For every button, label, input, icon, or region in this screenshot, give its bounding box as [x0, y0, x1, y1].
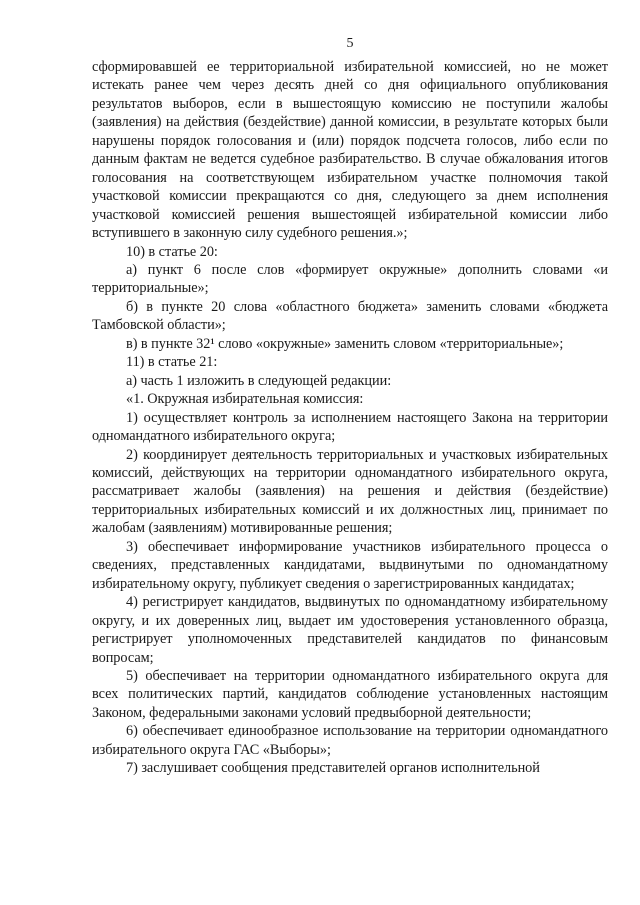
paragraph-item-10v: в) в пункте 32¹ слово «окружные» заменить словом «территориальные»;	[126, 335, 564, 352]
page-number: 5	[346, 36, 354, 51]
document-body	[92, 58, 608, 778]
paragraph-item-11: 11) в статье 21:	[126, 354, 218, 371]
paragraph-point-4: 4) регистрирует кандидатов, выдвинутых по одномандатному избирательному округу, и их доверенных лиц, выдает им удостоверения установленного образца, регистрирует уполномоченных представителей кандидатов по финансовым вопросам;	[92, 594, 608, 666]
paragraph-point-6: 6) обеспечивает единообразное использование на территории одномандатного избирательного округа ГАС «Выборы»;	[92, 723, 608, 758]
paragraph-point-1: 1) осуществляет контроль за исполнением настоящего Закона на территории одномандатного избирательного округа;	[92, 409, 608, 445]
paragraph-point-3: 3) обеспечивает информирование участников избирательного процесса о сведениях, представленных кандидатами, выдвинутыми по одномандатному избирательному округу, публикует сведения о зарегистрированных кандидатах;	[92, 538, 608, 592]
paragraph-point-5: 5) обеспечивает на территории одномандатного избирательного округа для всех политических партий, кандидатов соблюдение установленных настоящим Законом, федеральными законами условий предвыборной деятельности;	[92, 667, 608, 721]
paragraph-item-10a: а) пункт 6 после слов «формирует окружные» дополнить словами «и территориальные»;	[92, 261, 608, 297]
paragraph-point-2: 2) координирует деятельность территориальных и участковых избирательных комиссий, действующих на территории одномандатного избирательного округа, рассматривает жалобы (заявления) на решения и действия (бездействие) территориальных избирательных комиссий и их должностных лиц, принимает по жалобам (заявлениям) мотивированные решения;	[92, 446, 608, 537]
paragraph-item-11a: а) часть 1 изложить в следующей редакции:	[126, 372, 392, 389]
paragraph-item-10: 10) в статье 20:	[126, 243, 218, 260]
paragraph-item-10b: б) в пункте 20 слова «областного бюджета» заменить словами «бюджета Тамбовской области»;	[92, 298, 608, 334]
paragraph-part-1: «1. Окружная избирательная комиссия:	[126, 391, 364, 408]
paragraph-point-7: 7) заслушивает сообщения представителей органов исполнительной	[126, 760, 540, 777]
paragraph-continuation: сформировавшей ее территориальной избирательной комиссией, но не может истекать ранее чем через десять дней со дня официального опубликования результатов выборов, если в вышестоящую комиссию не поступили жалобы (заявления) на действия (бездействие) данной комиссии, в результате которых были нарушены порядок голосования и (или) порядок подсчета голосов, либо если по данным фактам не ведется судебное разбирательство. В случае обжалования итогов голосования на соответствующем избирательном участке полномочия такой участковой комиссии прекращаются со дня, следующего за днем исполнения участковой комиссией решения вышестоящей избирательной комиссии либо вступившего в законную силу судебного решения.»;	[92, 59, 608, 242]
